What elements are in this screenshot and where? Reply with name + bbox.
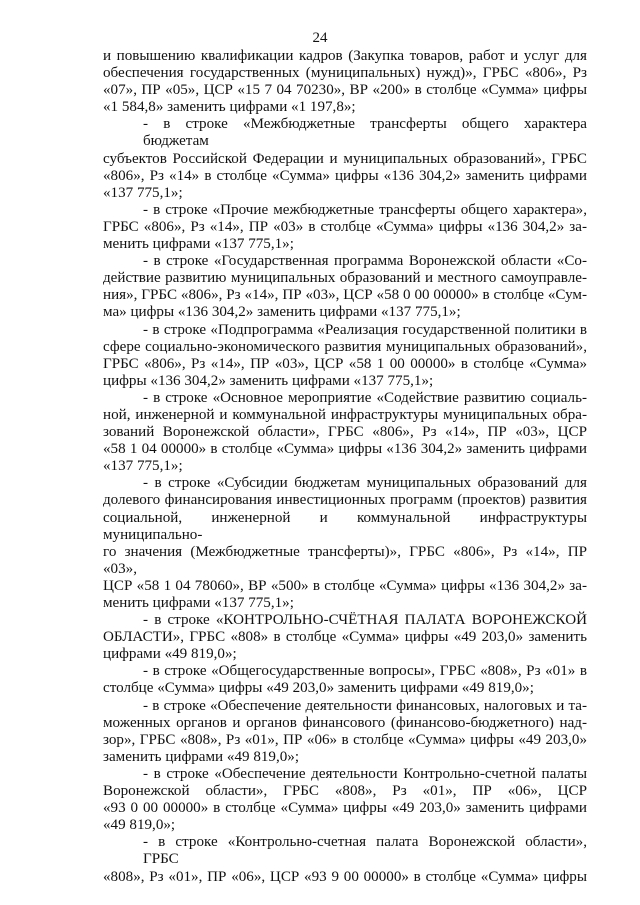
text-line: - в строке «Прочие межбюджетные трансферты общего характера», (143, 201, 587, 218)
text-line: «137 775,1»; (103, 184, 183, 201)
text-line: - в строке «Общегосударственные вопросы», ГРБС «808», Рз «01» в (143, 663, 587, 680)
text-line: «137 775,1»; (103, 458, 183, 475)
text-line: зований Воронежской области», ГРБС «806», Рз «14», ПР «03», ЦСР (103, 424, 587, 441)
text-line: субъектов Российской Федерации и муниципальных образований», ГРБС (103, 150, 587, 167)
text-line: цифрами «49 819,0»; (103, 646, 237, 663)
text-line: - в строке «КОНТРОЛЬНО-СЧЁТНАЯ ПАЛАТА ВОРОНЕЖСКОЙ (143, 612, 587, 629)
text-line: цифры «136 304,2» заменить цифрами «137 775,1»; (103, 372, 434, 389)
text-line: - в строке «Основное мероприятие «Содействие развитию социаль- (143, 389, 587, 406)
text-line: - в строке «Контрольно-счетная палата Воронежской области», ГРБС (143, 834, 587, 868)
text-line: - в строке «Подпрограмма «Реализация государственной политики в (143, 321, 587, 338)
text-line: ОБЛАСТИ», ГРБС «808» в столбце «Сумма» цифры «49 203,0» заменить (103, 629, 587, 646)
text-line: ма» цифры «136 304,2» заменить цифрами «137 775,1»; (103, 304, 461, 321)
page-number: 24 (312, 30, 328, 46)
paragraph (103, 390, 587, 475)
text-line: ной, инженерной и коммунальной инфраструктуры муниципальных обра- (103, 406, 587, 423)
text-line: менить цифрами «137 775,1»; (103, 595, 294, 611)
text-line: «808», Рз «01», ПР «06», ЦСР «93 9 00 00000» в столбце «Сумма» цифры (103, 868, 587, 885)
text-line: моженных органов и органов финансового (финансово-бюджетного) над- (103, 714, 587, 731)
text-line: столбце «Сумма» цифры «49 203,0» заменить цифрами «49 819,0»; (103, 680, 534, 697)
paragraph (103, 475, 587, 612)
paragraph (103, 698, 587, 766)
text-line: «49 819,0»; (103, 817, 176, 834)
text-line: ГРБС «806», Рз «14», ПР «03» в столбце «Сумма» цифры «136 304,2» за- (103, 218, 587, 235)
paragraph (103, 322, 587, 390)
text-line: го значения (Межбюджетные трансферты)», ГРБС «806», Рз «14», ПР «03», (103, 543, 587, 577)
text-line: ГРБС «806», Рз «14», ПР «03», ЦСР «58 1 00 00000» в столбце «Сумма» (103, 355, 587, 372)
text-line: «93 0 00 00000» в столбце «Сумма» цифры «49 203,0» заменить цифрами (103, 800, 587, 817)
paragraph (103, 116, 587, 201)
document-body (103, 48, 587, 886)
text-line: «07», ПР «05», ЦСР «15 7 04 70230», ВР «200» в столбце «Сумма» цифры (103, 82, 587, 99)
paragraph (103, 48, 587, 116)
text-line: ния», ГРБС «806», Рз «14», ПР «03», ЦСР «58 0 00 00000» в столбце «Сум- (103, 287, 587, 304)
text-line: «58 1 04 00000» в столбце «Сумма» цифры «136 304,2» заменить цифрами (103, 441, 587, 458)
text-line: «806», Рз «14» в столбце «Сумма» цифры «136 304,2» заменить цифрами (103, 167, 587, 184)
text-line: - в строке «Межбюджетные трансферты общего характера бюджетам (143, 116, 587, 150)
paragraph (103, 766, 587, 834)
text-line: - в строке «Государственная программа Воронежской области «Со- (143, 253, 587, 270)
text-line: сфере социально-экономического развития муниципальных образований», (103, 338, 587, 355)
paragraph (103, 834, 587, 885)
paragraph (103, 612, 587, 663)
paragraph (103, 663, 587, 697)
text-line: - в строке «Обеспечение деятельности Контрольно-счетной палаты (143, 765, 587, 782)
text-line: и повышению квалификации кадров (Закупка товаров, работ и услуг для (103, 48, 587, 64)
text-line: менить цифрами «137 775,1»; (103, 236, 294, 253)
paragraph (103, 253, 587, 321)
text-line: действие развитию муниципальных образований и местного самоуправле- (103, 270, 587, 287)
text-line: заменить цифрами «49 819,0»; (103, 748, 300, 765)
text-line: обеспечения государственных (муниципальных) нужд)», ГРБС «806», Рз (103, 65, 587, 82)
text-line: социальной, инженерной и коммунальной инфраструктуры муниципально- (103, 509, 587, 543)
text-line: - в строке «Обеспечение деятельности финансовых, налоговых и та- (143, 697, 587, 714)
text-line: Воронежской области», ГРБС «808», Рз «01», ПР «06», ЦСР (103, 783, 587, 800)
text-line: «1 584,8» заменить цифрами «1 197,8»; (103, 99, 356, 116)
paragraph (103, 202, 587, 253)
text-line: - в строке «Субсидии бюджетам муниципальных образований для (143, 475, 587, 492)
text-line: ЦСР «58 1 04 78060», ВР «500» в столбце «Сумма» цифры «136 304,2» за- (103, 577, 587, 594)
text-line: долевого финансирования инвестиционных программ (проектов) развития (103, 492, 587, 509)
text-line: зор», ГРБС «808», Рз «01», ПР «06» в столбце «Сумма» цифры «49 203,0» (103, 731, 587, 748)
